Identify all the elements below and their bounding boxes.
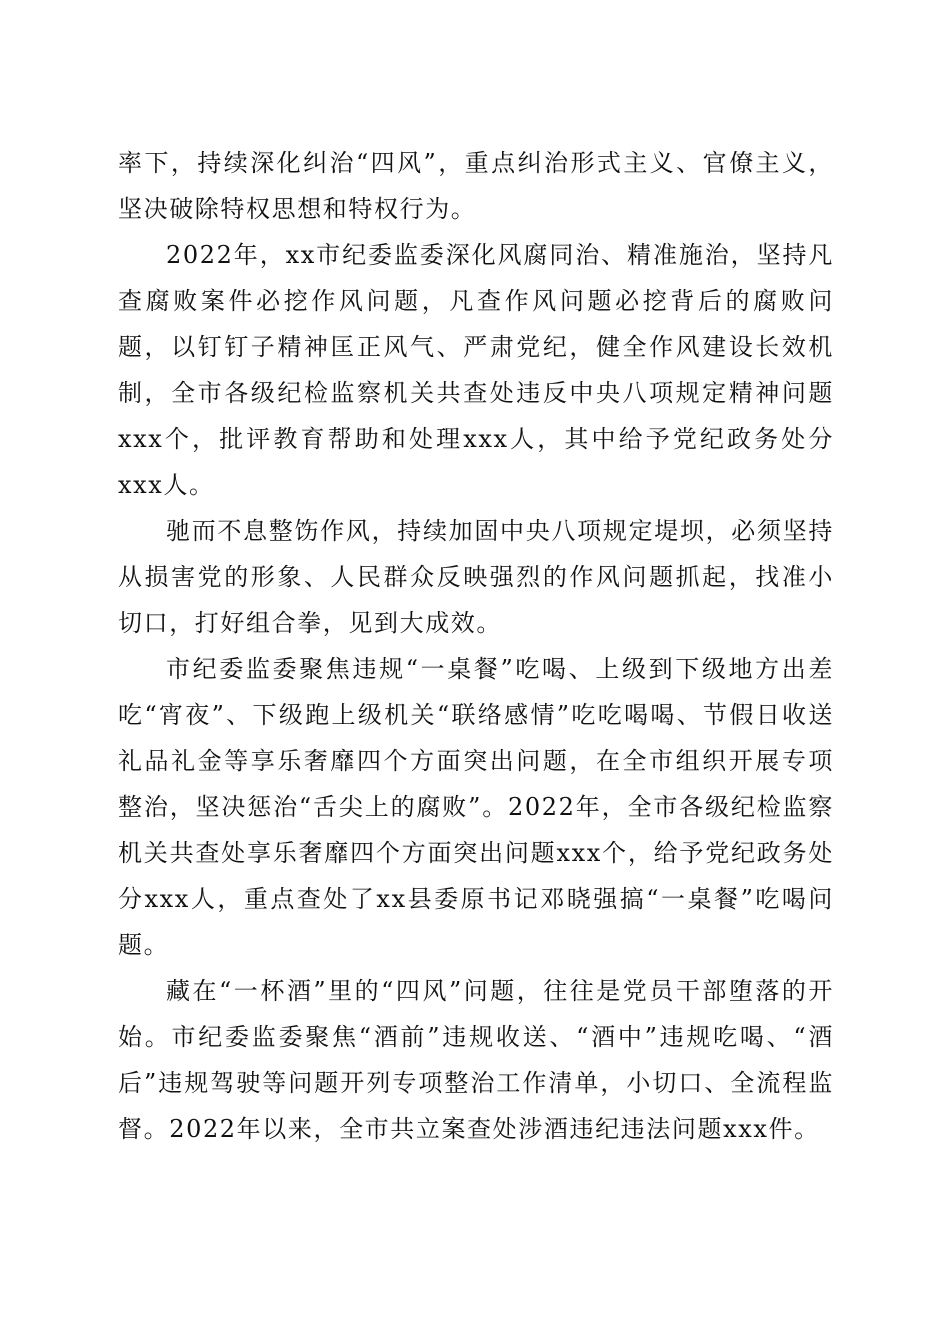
- paragraph-continued: 率下，持续深化纠治“四风”，重点纠治形式主义、官僚主义，坚决破除特权思想和特权行为。: [118, 149, 834, 223]
- paragraph-one-table-meal: 市纪委监委聚焦违规“一桌餐”吃喝、上级到下级地方出差吃“宵夜”、下级跑上级机关“联络感情”吃吃喝喝、节假日收送礼品礼金等享乐奢靡四个方面突出问题，在全市组织开展专项整治，坚决惩治“舌尖上的腐败”。2022年，全市各级纪检监察机关共查处享乐奢靡四个方面突出问题xxx个，给予党纪政务处分xxx人，重点查处了xx县委原书记邓晓强搞“一桌餐”吃喝问题。: [118, 655, 834, 959]
- document-body: [118, 140, 834, 1152]
- paragraph-2022-summary: 2022年，xx市纪委监委深化风腐同治、精准施治，坚持凡查腐败案件必挖作风问题，凡查作风问题必挖背后的腐败问题，以钉钉子精神匡正风气、严肃党纪，健全作风建设长效机制，全市各级纪检监察机关共查处违反中央八项规定精神问题xxx个，批评教育帮助和处理xxx人，其中给予党纪政务处分xxx人。: [118, 241, 834, 499]
- paragraph-cup-of-wine: 藏在“一杯酒”里的“四风”问题，往往是党员干部堕落的开始。市纪委监委聚焦“酒前”违规收送、“酒中”违规吃喝、“酒后”违规驾驶等问题开列专项整治工作清单，小切口、全流程监督。2022年以来，全市共立案查处涉酒违纪违法问题xxx件。: [118, 977, 834, 1143]
- paragraph-rectify-style: 驰而不息整饬作风，持续加固中央八项规定堤坝，必须坚持从损害党的形象、人民群众反映强烈的作风问题抓起，找准小切口，打好组合拳，见到大成效。: [118, 517, 834, 637]
